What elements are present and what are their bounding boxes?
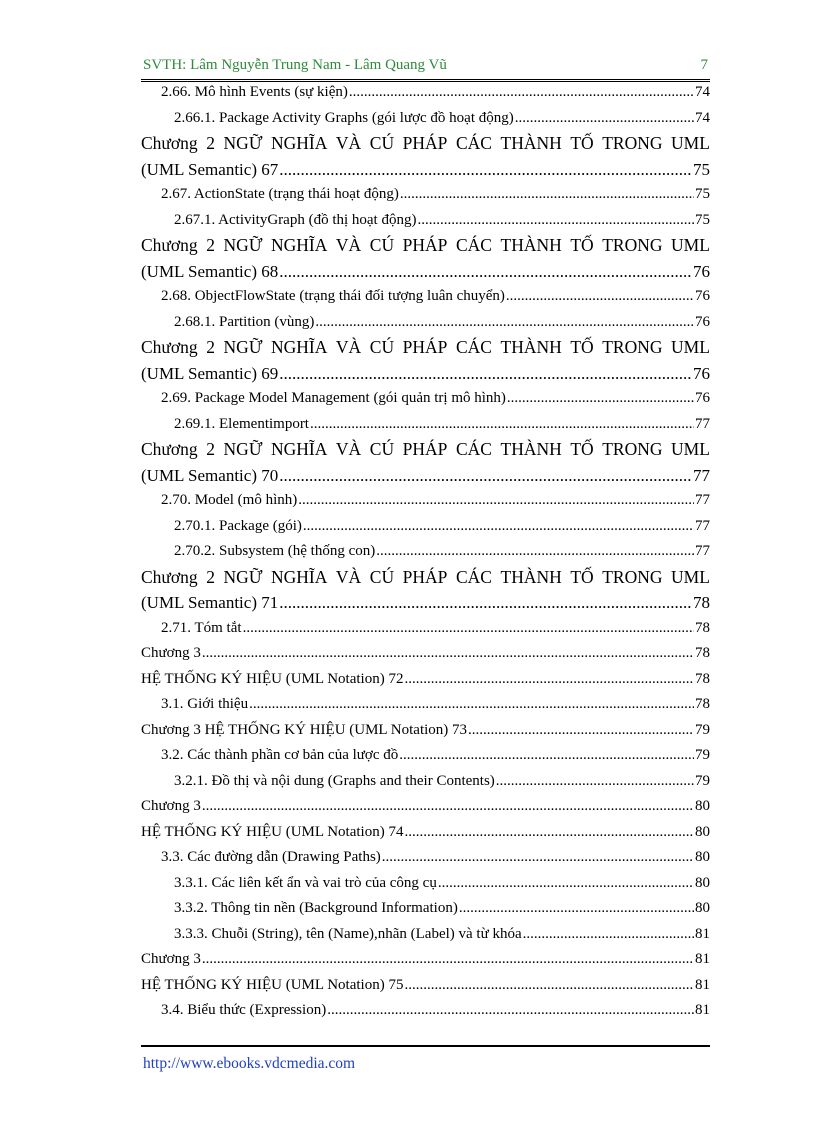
toc-chapter-word: CÚ: [369, 337, 395, 357]
toc-entry-page: 75: [693, 159, 710, 179]
toc-chapter-word: Chương: [141, 235, 198, 255]
toc-entry-title: 2.69.1. Elementimport: [174, 415, 309, 432]
toc-dot-leader: [279, 590, 692, 616]
toc-dot-leader: [515, 106, 694, 132]
toc-dot-leader: [376, 539, 694, 565]
toc-entry-page: 76: [693, 261, 710, 281]
toc-chapter-word: TRONG: [602, 439, 663, 459]
toc-entry-page: 76: [695, 313, 710, 330]
toc-chapter-word: TỐ: [570, 337, 594, 357]
toc-entry-title: (UML Semantic) 69: [141, 363, 279, 383]
toc-entry[interactable]: [141, 488, 710, 514]
toc-entry-title: 3.3. Các đường dẫn (Drawing Paths): [161, 849, 381, 865]
toc-entry-title: 2.68. ObjectFlowState (trạng thái đối tượng luân chuyển): [161, 288, 505, 304]
toc-entry-title: (UML Semantic) 67: [141, 159, 279, 179]
toc-entry-page: 75: [695, 186, 710, 202]
toc-chapter-word: PHÁP: [402, 235, 448, 255]
toc-chapter-word: TỐ: [570, 235, 594, 255]
toc-chapter-word: CÁC: [455, 566, 492, 587]
toc-entry-title: 3.3.3. Chuỗi (String), tên (Name),nhãn (Label) và từ khóa: [174, 925, 522, 942]
toc-chapter-word: CÁC: [455, 235, 492, 255]
toc-entry-title: 2.66. Mô hình Events (sự kiện): [161, 84, 348, 100]
toc-entry-title: (UML Semantic) 71: [141, 593, 279, 612]
toc-dot-leader: [506, 284, 694, 310]
toc-chapter-word: CÚ: [369, 235, 395, 255]
toc-chapter-word: TRONG: [602, 337, 663, 357]
toc-entry[interactable]: [141, 208, 710, 234]
toc-entry-page: 78: [695, 670, 710, 687]
toc-entry-page: 79: [695, 721, 710, 738]
toc-entry[interactable]: [141, 386, 710, 412]
toc-chapter-word: TỐ: [570, 133, 594, 153]
header-page-number: 7: [700, 57, 708, 73]
toc-chapter-heading[interactable]: [141, 233, 710, 259]
toc-chapter-word: CÚ: [369, 566, 395, 587]
toc-chapter-word: 2: [206, 566, 215, 587]
toc-entry-page: 74: [695, 84, 710, 100]
toc-dot-leader: [303, 514, 694, 540]
toc-entry-title: 2.67.1. ActivityGraph (đồ thị hoạt động): [174, 211, 417, 228]
toc-entry-page: 81: [695, 976, 710, 993]
toc-dot-leader: [202, 641, 694, 667]
toc-dot-leader: [404, 820, 694, 846]
toc-chapter-word: CÁC: [455, 337, 492, 357]
toc-entry-page: 81: [695, 951, 710, 967]
toc-entry-page: 78: [693, 593, 710, 612]
toc-chapter-word: Chương: [141, 439, 198, 459]
toc-chapter-word: 2: [206, 235, 215, 255]
toc-entry-title: 2.66.1. Package Activity Graphs (gói lược đồ hoạt động): [174, 109, 514, 126]
toc-entry-title: 3.1. Giới thiệu: [161, 696, 249, 712]
toc-entry[interactable]: [141, 106, 710, 132]
toc-chapter-word: THÀNH: [500, 439, 562, 459]
toc-entry[interactable]: [141, 80, 710, 106]
toc-chapter-word: CÁC: [455, 133, 492, 153]
toc-entry-title: HỆ THỐNG KÝ HIỆU (UML Notation) 74: [141, 823, 404, 840]
toc-entry[interactable]: [141, 743, 710, 769]
toc-dot-leader: [507, 386, 694, 412]
toc-chapter-word: NGHĨA: [270, 337, 328, 357]
toc-dot-leader: [279, 259, 692, 285]
toc-dot-leader: [404, 973, 694, 999]
toc-chapter-word: NGHĨA: [270, 133, 328, 153]
toc-chapter-word: NGHĨA: [270, 439, 328, 459]
toc-entry-page: 80: [695, 849, 710, 865]
toc-entry-title: Chương 3: [141, 951, 201, 967]
toc-entry-title: Chương 3: [141, 798, 201, 814]
toc-chapter-word: Chương: [141, 337, 198, 357]
toc-dot-leader: [349, 80, 694, 106]
toc-entry[interactable]: [141, 641, 710, 667]
toc-entry-page: 76: [693, 363, 710, 383]
toc-dot-leader: [279, 361, 692, 387]
toc-entry-title: HỆ THỐNG KÝ HIỆU (UML Notation) 72: [141, 670, 404, 687]
toc-dot-leader: [417, 208, 694, 234]
toc-chapter-word: 2: [206, 337, 215, 357]
toc-chapter-word: PHÁP: [402, 566, 448, 587]
toc-chapter-word: VÀ: [335, 439, 362, 459]
toc-entry-title: 2.71. Tóm tắt: [161, 619, 242, 636]
toc-chapter-word: UML: [671, 337, 710, 357]
toc-entry-page: 77: [693, 465, 710, 485]
toc-chapter-word: Chương: [141, 133, 198, 153]
toc-dot-leader: [459, 896, 694, 922]
toc-entry-title: 3.2. Các thành phần cơ bản của lược đồ: [161, 747, 399, 763]
toc-entry-title: 2.69. Package Model Management (gói quản trị mô hình): [161, 390, 506, 406]
toc-entry-title: HỆ THỐNG KÝ HIỆU (UML Notation) 75: [141, 976, 404, 993]
toc-entry[interactable]: [141, 769, 710, 795]
toc-chapter-heading[interactable]: [141, 565, 710, 591]
toc-chapter-heading[interactable]: [141, 437, 710, 463]
toc-entry-page: 80: [695, 823, 710, 840]
toc-chapter-word: TRONG: [602, 133, 663, 153]
toc-entry[interactable]: [141, 896, 710, 922]
toc-dot-leader: [298, 488, 694, 514]
toc-entry-title: (UML Semantic) 70: [141, 465, 279, 485]
toc-entry[interactable]: [141, 616, 710, 642]
toc-entry-page: 76: [695, 288, 710, 304]
toc-entry[interactable]: [141, 157, 710, 183]
toc-dot-leader: [438, 871, 694, 897]
toc-entry[interactable]: [141, 794, 710, 820]
toc-chapter-word: UML: [671, 235, 710, 255]
toc-entry[interactable]: [141, 284, 710, 310]
toc-chapter-word: VÀ: [335, 337, 362, 357]
toc-entry[interactable]: [141, 259, 710, 285]
toc-entry-title: 2.67. ActionState (trạng thái hoạt động): [161, 186, 399, 202]
toc-chapter-word: CÚ: [369, 133, 395, 153]
toc-entry-page: 81: [695, 1002, 710, 1018]
toc-entry[interactable]: [141, 590, 710, 616]
toc-dot-leader: [523, 922, 694, 948]
toc-chapter-word: NGHĨA: [270, 235, 328, 255]
toc-dot-leader: [243, 616, 694, 642]
toc-chapter-word: TRONG: [602, 235, 663, 255]
toc-chapter-word: UML: [671, 566, 710, 587]
toc-chapter-word: VÀ: [335, 566, 362, 587]
footer-url-link[interactable]: http://www.ebooks.vdcmedia.com: [143, 1055, 356, 1072]
toc-chapter-word: PHÁP: [402, 133, 448, 153]
toc-entry-page: 78: [695, 645, 710, 661]
toc-chapter-word: PHÁP: [402, 337, 448, 357]
toc-entry[interactable]: [141, 973, 710, 999]
toc-entry-page: 77: [695, 492, 710, 508]
toc-dot-leader: [400, 182, 694, 208]
toc-entry-page: 76: [695, 390, 710, 406]
toc-dot-leader: [202, 947, 694, 973]
toc-entry[interactable]: [141, 998, 710, 1024]
toc-entry-title: 2.70.1. Package (gói): [174, 517, 302, 534]
toc-chapter-heading[interactable]: [141, 335, 710, 361]
toc-entry-title: 2.68.1. Partition (vùng): [174, 313, 315, 330]
toc-entry-page: 81: [695, 925, 710, 942]
toc-entry[interactable]: [141, 718, 710, 744]
toc-entry-page: 75: [695, 211, 710, 228]
toc-dot-leader: [279, 463, 692, 489]
toc-entry-title: Chương 3 HỆ THỐNG KÝ HIỆU (UML Notation) 73: [141, 721, 468, 738]
toc-entry-title: 3.2.1. Đồ thị và nội dung (Graphs and their Contents): [174, 772, 495, 789]
toc-entry-page: 80: [695, 900, 710, 916]
toc-dot-leader: [315, 310, 694, 336]
toc-entry-page: 79: [695, 772, 710, 789]
toc-chapter-word: THÀNH: [500, 566, 562, 587]
toc-chapter-word: 2: [206, 439, 215, 459]
toc-entry-page: 77: [695, 543, 710, 559]
toc-chapter-word: CÚ: [369, 439, 395, 459]
toc-chapter-word: UML: [671, 439, 710, 459]
toc-entry[interactable]: [141, 539, 710, 565]
toc-entry-page: 80: [695, 798, 710, 814]
toc-entry[interactable]: [141, 310, 710, 336]
toc-entry[interactable]: [141, 361, 710, 387]
toc-entry[interactable]: [141, 463, 710, 489]
toc-dot-leader: [310, 412, 694, 438]
toc-entry-page: 74: [695, 109, 710, 126]
toc-dot-leader: [249, 692, 694, 718]
toc-chapter-word: NGHĨA: [270, 566, 328, 587]
toc-chapter-word: Chương: [141, 566, 198, 587]
toc-chapter-word: PHÁP: [402, 439, 448, 459]
toc-chapter-word: VÀ: [335, 133, 362, 153]
toc-dot-leader: [399, 743, 694, 769]
toc-entry-title: (UML Semantic) 68: [141, 261, 279, 281]
toc-chapter-word: THÀNH: [500, 235, 562, 255]
toc-entry[interactable]: [141, 692, 710, 718]
toc-dot-leader: [327, 998, 694, 1024]
toc-chapter-word: NGỮ: [223, 133, 263, 153]
toc-dot-leader: [468, 718, 694, 744]
toc-chapter-word: CÁC: [455, 439, 492, 459]
toc-entry[interactable]: [141, 820, 710, 846]
toc-entry[interactable]: [141, 922, 710, 948]
toc-entry-title: 3.4. Biểu thức (Expression): [161, 1002, 327, 1018]
toc-entry[interactable]: [141, 871, 710, 897]
toc-entry-page: 77: [695, 415, 710, 432]
toc-dot-leader: [382, 845, 694, 871]
toc-chapter-word: THÀNH: [500, 337, 562, 357]
toc-entry-page: 78: [695, 619, 710, 636]
toc-chapter-word: THÀNH: [500, 133, 562, 153]
toc-entry-title: 2.70. Model (mô hình): [161, 492, 298, 508]
toc-entry-page: 78: [695, 696, 710, 712]
toc-entry[interactable]: [141, 845, 710, 871]
table-of-contents: [141, 80, 710, 1024]
toc-chapter-word: TỐ: [570, 439, 594, 459]
toc-entry[interactable]: [141, 182, 710, 208]
toc-chapter-word: NGỮ: [223, 337, 263, 357]
toc-chapter-word: VÀ: [335, 235, 362, 255]
toc-chapter-word: UML: [671, 133, 710, 153]
toc-chapter-word: TỐ: [570, 566, 594, 587]
toc-chapter-word: NGỮ: [223, 566, 263, 587]
toc-entry[interactable]: [141, 412, 710, 438]
toc-entry-title: 3.3.1. Các liên kết ẩn và vai trò của công cụ: [174, 874, 437, 891]
toc-entry-title: 3.3.2. Thông tin nền (Background Information): [174, 900, 458, 916]
toc-chapter-word: NGỮ: [223, 439, 263, 459]
toc-entry[interactable]: [141, 667, 710, 693]
header-authors: SVTH: Lâm Nguyễn Trung Nam - Lâm Quang Vũ: [143, 57, 447, 73]
toc-entry-title: Chương 3: [141, 645, 201, 661]
page-header: [141, 55, 710, 82]
toc-entry-page: 77: [695, 517, 710, 534]
toc-entry[interactable]: [141, 514, 710, 540]
toc-chapter-word: TRONG: [602, 566, 663, 587]
toc-entry-page: 80: [695, 874, 710, 891]
toc-chapter-word: 2: [206, 133, 215, 153]
toc-chapter-word: NGỮ: [223, 235, 263, 255]
toc-dot-leader: [202, 794, 694, 820]
toc-entry[interactable]: [141, 947, 710, 973]
page-footer: [141, 1045, 710, 1072]
toc-chapter-heading[interactable]: [141, 131, 710, 157]
toc-dot-leader: [404, 667, 694, 693]
toc-entry-title: 2.70.2. Subsystem (hệ thống con): [174, 543, 376, 559]
toc-dot-leader: [279, 157, 692, 183]
toc-entry-page: 79: [695, 747, 710, 763]
toc-dot-leader: [496, 769, 694, 795]
